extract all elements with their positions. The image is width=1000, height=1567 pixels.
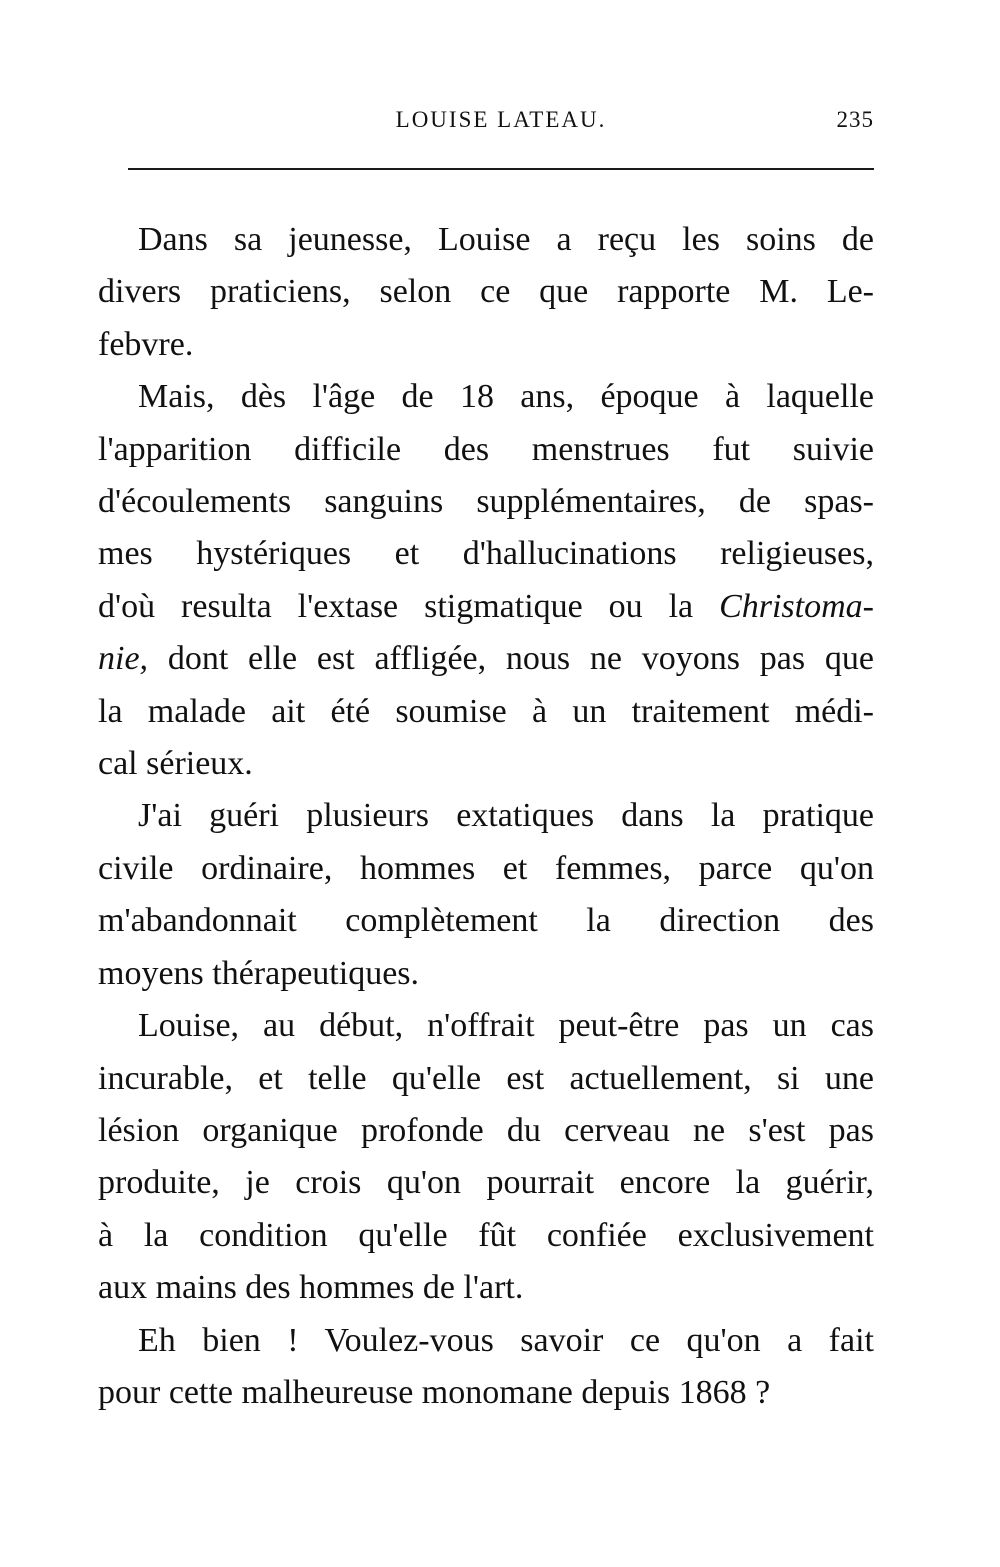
italic-word: nie,	[98, 640, 149, 678]
text-line: Eh bien ! Voulez-vous savoir ce qu'on a fait	[138, 1321, 874, 1359]
text-line: cal sérieux.	[98, 745, 253, 783]
italic-word: Christoma-	[719, 587, 874, 625]
text-fragment: dont elle est affligée, nous ne voyons pas que	[167, 640, 875, 678]
text-line: civile ordinaire, hommes et femmes, parce qu'on	[98, 849, 874, 887]
text-line: l'apparition difficile des menstrues fut suivie	[98, 430, 874, 468]
text-line: Louise, au début, n'offrait peut-être pas un cas	[138, 1007, 874, 1045]
text-line: Mais, dès l'âge de 18 ans, époque à laquelle	[138, 378, 874, 416]
text-line: lésion organique profonde du cerveau ne s'est pas	[98, 1111, 874, 1149]
text-line: moyens thérapeutiques.	[98, 954, 420, 992]
text-line: à la condition qu'elle fût confiée exclusivement	[98, 1216, 874, 1254]
running-title: LOUISE LATEAU.	[395, 107, 607, 132]
text-line: pour cette malheureuse monomane depuis 1868 ?	[98, 1373, 771, 1411]
text-line: la malade ait été soumise à un traitement médi-	[98, 692, 874, 730]
body-text	[98, 214, 874, 1419]
text-fragment: d'où resulta l'extase stigmatique ou la	[98, 587, 694, 625]
text-line	[98, 633, 874, 685]
page-number: 235	[836, 107, 874, 132]
text-line: incurable, et telle qu'elle est actuellement, si une	[98, 1059, 874, 1097]
text-line: divers praticiens, selon ce que rapporte M. Le-	[98, 273, 874, 311]
paragraph-2	[98, 371, 874, 790]
text-line	[98, 581, 874, 633]
paragraph-1	[98, 214, 874, 371]
text-line: d'écoulements sanguins supplémentaires, de spas-	[98, 483, 874, 521]
paragraph-5	[98, 1315, 874, 1420]
paragraph-3	[98, 790, 874, 1000]
text-line: m'abandonnait complètement la direction des	[98, 902, 874, 940]
text-line: aux mains des hommes de l'art.	[98, 1269, 524, 1307]
text-line: mes hystériques et d'hallucinations religieuses,	[98, 535, 874, 573]
paragraph-4	[98, 1000, 874, 1314]
text-line: produite, je crois qu'on pourrait encore la guérir,	[98, 1164, 874, 1202]
header-rule	[128, 168, 874, 170]
text-line: J'ai guéri plusieurs extatiques dans la pratique	[138, 797, 874, 835]
text-line: febvre.	[98, 325, 194, 363]
running-head	[128, 103, 874, 137]
text-line: Dans sa jeunesse, Louise a reçu les soins de	[138, 221, 874, 258]
